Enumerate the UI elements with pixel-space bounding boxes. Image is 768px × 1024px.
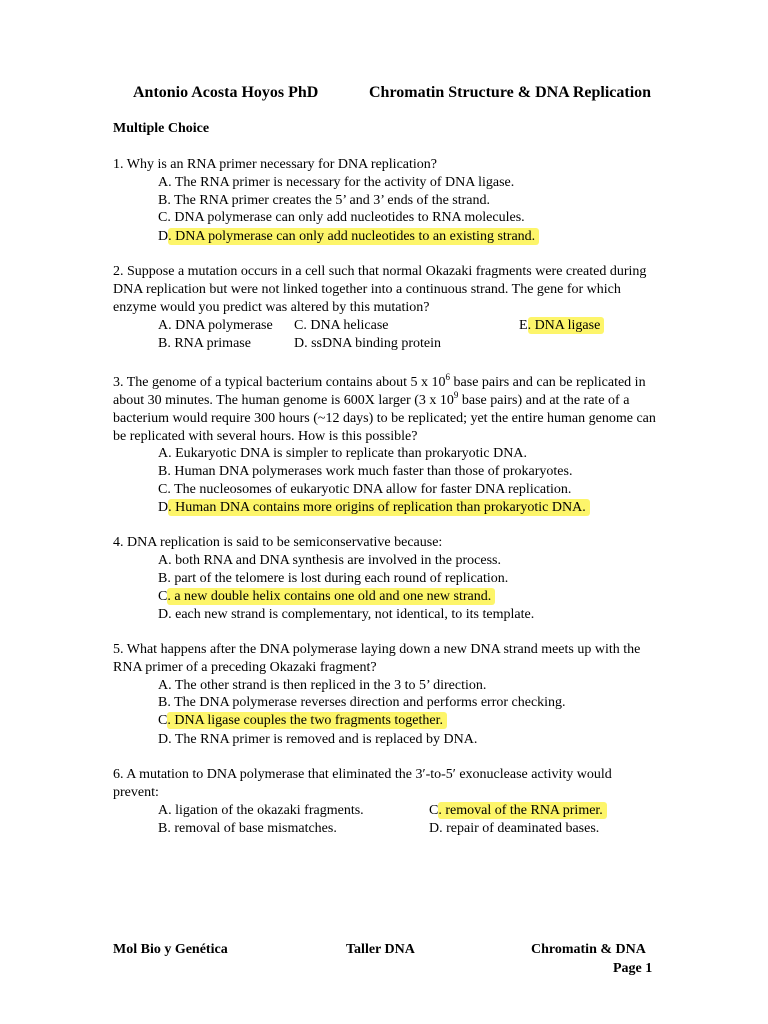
question-3-option-b: B. Human DNA polymerases work much faster than those of prokaryotes. <box>158 464 573 479</box>
question-6-option-a: A. ligation of the okazaki fragments. <box>158 803 364 818</box>
question-1-option-d <box>158 228 539 246</box>
footer-workshop: Taller DNA <box>346 942 415 957</box>
question-3-stem-line-3: bacterium would require 300 hours (~12 days) to be replicated; yet the entire human genome can <box>113 411 656 426</box>
document-title: Chromatin Structure & DNA Replication <box>369 84 652 101</box>
question-1-option-c: C. DNA polymerase can only add nucleotides to RNA molecules. <box>158 210 525 225</box>
option-letter: E <box>519 318 528 333</box>
question-5-option-d: D. The RNA primer is removed and is replaced by DNA. <box>158 732 478 747</box>
question-5-option-b: B. The DNA polymerase reverses direction and performs error checking. <box>158 695 566 710</box>
question-3-stem-line-4: be replicated with several hours. How is this possible? <box>113 429 418 444</box>
exponent: 6 <box>445 372 451 382</box>
question-6-stem-line-1: 6. A mutation to DNA polymerase that eliminated the 3′-to-5′ exonuclease activity would <box>113 767 612 782</box>
option-letter: D <box>158 500 169 515</box>
highlighted-answer: . DNA ligase <box>528 317 605 334</box>
highlighted-answer: . Human DNA contains more origins of replication than prokaryotic DNA. <box>168 499 590 516</box>
question-2-stem-line-2: DNA replication but were not linked together into a continuous strand. The gene for which <box>113 282 621 297</box>
question-6-option-b: B. removal of base mismatches. <box>158 821 337 836</box>
question-1-option-a: A. The RNA primer is necessary for the activity of DNA ligase. <box>158 175 515 190</box>
question-2-stem-line-3: enzyme would you predict was altered by this mutation? <box>113 300 430 315</box>
option-letter: C <box>158 713 168 728</box>
question-5-stem-line-1: 5. What happens after the DNA polymerase laying down a new DNA strand meets up with the <box>113 642 641 657</box>
section-title: Multiple Choice <box>113 121 210 136</box>
question-5-option-c <box>158 712 447 730</box>
question-4-option-a: A. both RNA and DNA synthesis are involved in the process. <box>158 553 501 568</box>
question-3-option-c: C. The nucleosomes of eukaryotic DNA allow for faster DNA replication. <box>158 482 572 497</box>
question-1-stem: 1. Why is an RNA primer necessary for DNA replication? <box>113 157 437 172</box>
highlighted-answer: . DNA polymerase can only add nucleotides to an existing strand. <box>168 228 539 245</box>
question-3-option-d <box>158 499 590 517</box>
question-2-stem-line-1: 2. Suppose a mutation occurs in a cell such that normal Okazaki fragments were created during <box>113 264 647 279</box>
highlighted-answer: . a new double helix contains one old and one new strand. <box>167 588 495 605</box>
question-5-option-a: A. The other strand is then repliced in the 3 to 5’ direction. <box>158 678 487 693</box>
question-6-option-c <box>429 802 607 820</box>
question-6-option-d: D. repair of deaminated bases. <box>429 821 600 836</box>
question-3-option-a: A. Eukaryotic DNA is simpler to replicate than prokaryotic DNA. <box>158 446 527 461</box>
text-segment: base pairs and can be replicated in <box>450 375 646 390</box>
question-3-stem-line-2 <box>113 392 629 410</box>
question-4-option-d: D. each new strand is complementary, not identical, to its template. <box>158 607 535 622</box>
option-letter: C <box>158 589 168 604</box>
question-2-option-a: A. DNA polymerase <box>158 318 273 333</box>
page-number: Page 1 <box>613 961 653 976</box>
highlighted-answer: . DNA ligase couples the two fragments together. <box>167 712 447 729</box>
question-4-stem: 4. DNA replication is said to be semiconservative because: <box>113 535 443 550</box>
question-2-option-b: B. RNA primase <box>158 336 251 351</box>
exponent: 9 <box>453 390 459 400</box>
footer-topic: Chromatin & DNA <box>531 942 646 957</box>
question-3-stem-line-1 <box>113 374 646 392</box>
question-4-option-c <box>158 588 495 606</box>
highlighted-answer: . removal of the RNA primer. <box>438 802 606 819</box>
option-letter: C <box>429 803 439 818</box>
question-4-option-b: B. part of the telomere is lost during each round of replication. <box>158 571 509 586</box>
question-2-option-e <box>519 317 604 335</box>
question-6-stem-line-2: prevent: <box>113 785 159 800</box>
question-5-stem-line-2: RNA primer of a preceding Okazaki fragment? <box>113 660 377 675</box>
question-1-option-b: B. The RNA primer creates the 5’ and 3’ ends of the strand. <box>158 193 491 208</box>
text-segment: base pairs) and at the rate of a <box>458 393 630 408</box>
question-2-option-c: C. DNA helicase <box>294 318 389 333</box>
footer-course: Mol Bio y Genética <box>113 942 228 957</box>
author-name: Antonio Acosta Hoyos PhD <box>133 84 319 101</box>
text-segment: about 30 minutes. The human genome is 600X larger (3 x 10 <box>113 393 454 408</box>
option-letter: D <box>158 229 169 244</box>
text-segment: 3. The genome of a typical bacterium contains about 5 x 10 <box>113 375 446 390</box>
question-2-option-d: D. ssDNA binding protein <box>294 336 441 351</box>
